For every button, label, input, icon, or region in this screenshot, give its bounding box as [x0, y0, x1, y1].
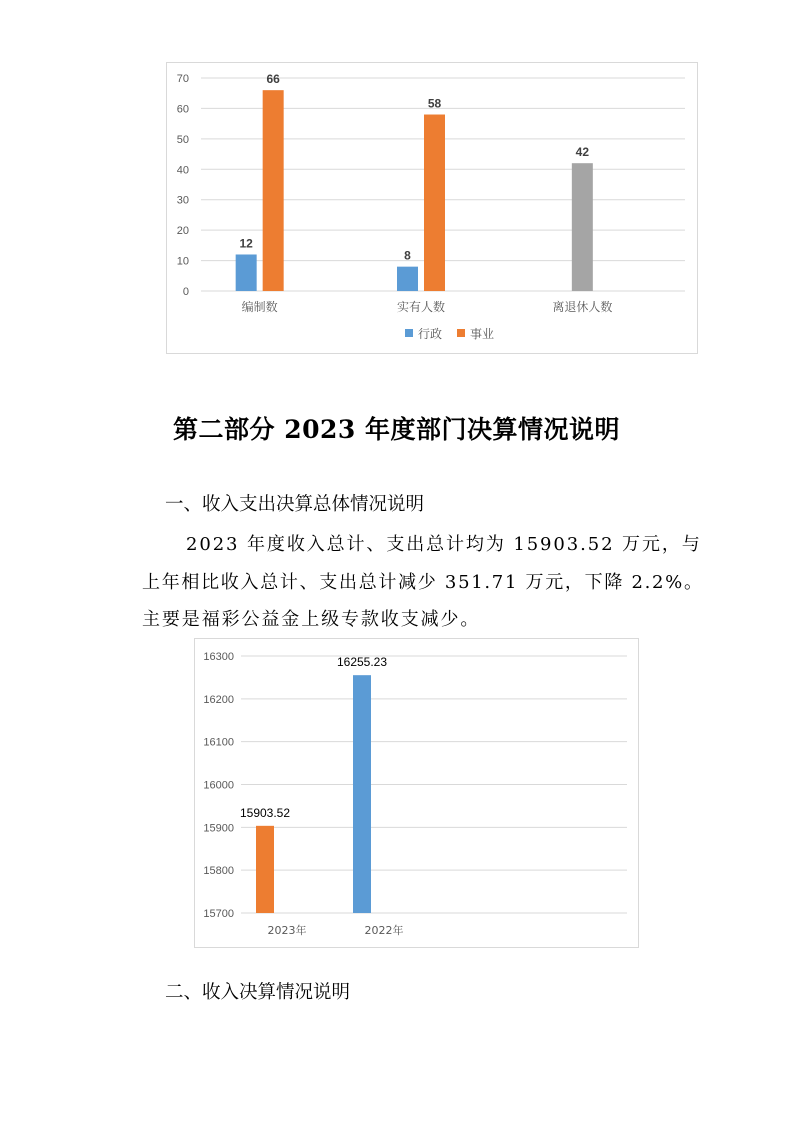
y-tick-label: 15800: [203, 865, 234, 878]
legend-label: 事业: [470, 327, 495, 341]
x-tick-label: 实有人数: [396, 300, 446, 314]
y-tick-label: 50: [176, 133, 189, 146]
bar-value-label: 16255.23: [336, 655, 388, 670]
bar: [424, 115, 445, 291]
paragraph-line: 上年相比收入总计、支出总计减少 351.71 万元，下降 2.2%。: [142, 572, 704, 593]
y-tick-label: 40: [176, 164, 189, 177]
bar: [353, 675, 371, 913]
y-tick-label: 16100: [203, 736, 234, 749]
x-tick-label: 离退休人数: [552, 300, 613, 314]
y-tick-label: 60: [176, 103, 189, 116]
bar-value-label: 42: [575, 145, 590, 160]
y-tick-label: 16300: [203, 651, 234, 663]
bar-value-label: 8: [404, 248, 411, 263]
bar-value-label: 15903.52: [239, 805, 291, 820]
y-tick-label: 70: [176, 73, 189, 85]
paragraph-line: 2023 年度收入总计、支出总计均为 15903.52 万元，与: [186, 534, 702, 555]
legend-swatch: [457, 329, 465, 337]
legend-swatch: [405, 329, 413, 337]
legend-label: 行政: [418, 327, 443, 341]
y-tick-label: 16200: [203, 693, 234, 706]
y-tick-label: 30: [176, 194, 189, 207]
y-tick-label: 16000: [203, 779, 234, 792]
y-tick-label: 15700: [203, 908, 234, 920]
bar-value-label: 12: [239, 236, 253, 251]
page-title: 第二部分 2023 年度部门决算情况说明: [173, 415, 620, 444]
y-tick-label: 0: [182, 286, 189, 298]
bar: [263, 90, 284, 291]
totals-chart: [194, 638, 639, 948]
section-heading-1: 一、收入支出决算总体情况说明: [165, 494, 425, 515]
bar: [236, 254, 257, 291]
staffing-chart: [166, 62, 698, 354]
y-tick-label: 20: [176, 225, 189, 238]
x-tick-label: 2023年: [267, 924, 307, 937]
bar: [397, 267, 418, 291]
y-tick-label: 10: [176, 255, 189, 268]
bar: [572, 163, 593, 291]
section-heading-2: 二、收入决算情况说明: [165, 982, 351, 1003]
bar-value-label: 66: [266, 72, 280, 87]
staffing-chart-svg: [167, 63, 697, 353]
bar: [256, 826, 274, 913]
y-tick-label: 15900: [203, 822, 234, 835]
x-tick-label: 编制数: [241, 300, 278, 314]
paragraph-line: 主要是福彩公益金上级专款收支减少。: [142, 609, 481, 630]
x-tick-label: 2022年: [364, 924, 404, 937]
bar-value-label: 58: [427, 96, 442, 111]
totals-chart-svg: [195, 639, 638, 947]
